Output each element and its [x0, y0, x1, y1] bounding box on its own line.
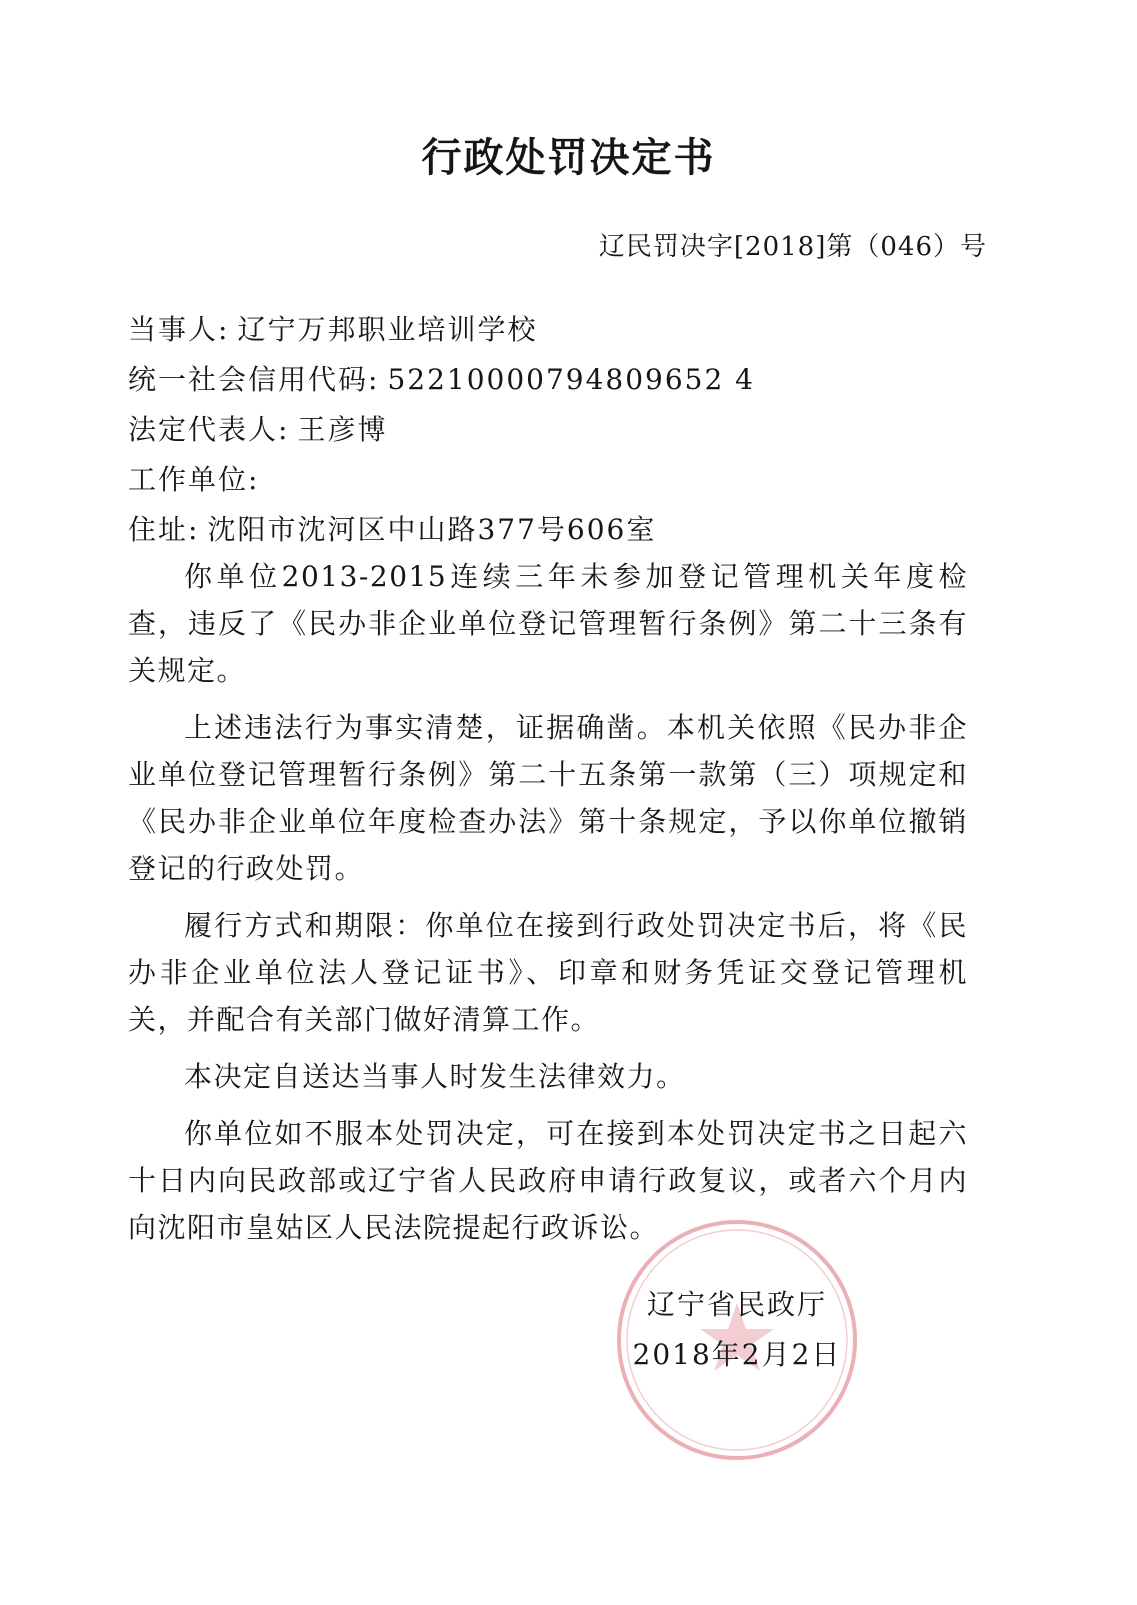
address-value: 沈阳市沈河区中山路377号606室 [207, 513, 657, 546]
paragraph-appeal: 你单位如不服本处罚决定，可在接到本处罚决定书之日起六十日内向民政部或辽宁省人民政府申请行政复议，或者六个月内向沈阳市皇姑区人民法院提起行政诉讼。 [128, 1117, 968, 1244]
issuer-name: 辽宁省民政厅 [646, 1288, 827, 1321]
paragraph-basis: 上述违法行为事实清楚，证据确凿。本机关依照《民办非企业单位登记管理暂行条例》第二十五条第一款第（三）项规定和《民办非企业单位年度检查办法》第十条规定，予以你单位撤销登记的行政处罚。 [128, 711, 968, 885]
party-name-value: 辽宁万邦职业培训学校 [237, 313, 538, 346]
paragraph-performance: 履行方式和期限：你单位在接到行政处罚决定书后，将《民办非企业单位法人登记证书》、印章和财务凭证交登记管理机关，并配合有关部门做好清算工作。 [128, 909, 968, 1036]
legal-rep-row [128, 408, 387, 448]
paragraph-violation: 你单位2013-2015连续三年未参加登记管理机关年度检查，违反了《民办非企业单位登记管理暂行条例》第二十三条有关规定。 [128, 560, 968, 687]
work-unit-label: 工作单位: [128, 463, 260, 496]
party-name-label: 当事人: [128, 313, 230, 346]
party-name-row [128, 308, 537, 348]
decision-body [128, 553, 968, 1261]
credit-code-label: 统一社会信用代码: [128, 363, 380, 396]
credit-code-row [128, 358, 755, 398]
legal-rep-value: 王彦博 [297, 413, 388, 446]
document-number: 辽民罚决字[2018]第（046）号 [598, 232, 987, 262]
document-title: 行政处罚决定书 [421, 134, 716, 181]
paragraph-effect: 本决定自送达当事人时发生法律效力。 [184, 1060, 686, 1093]
issue-date: 2018年2月2日 [632, 1338, 842, 1371]
signature-block [622, 1280, 852, 1380]
credit-code-value: 52210000794809652 4 [387, 363, 755, 396]
legal-rep-label: 法定代表人: [128, 413, 290, 446]
address-row [128, 508, 656, 548]
work-unit-row [128, 458, 267, 498]
address-label: 住址: [128, 513, 200, 546]
